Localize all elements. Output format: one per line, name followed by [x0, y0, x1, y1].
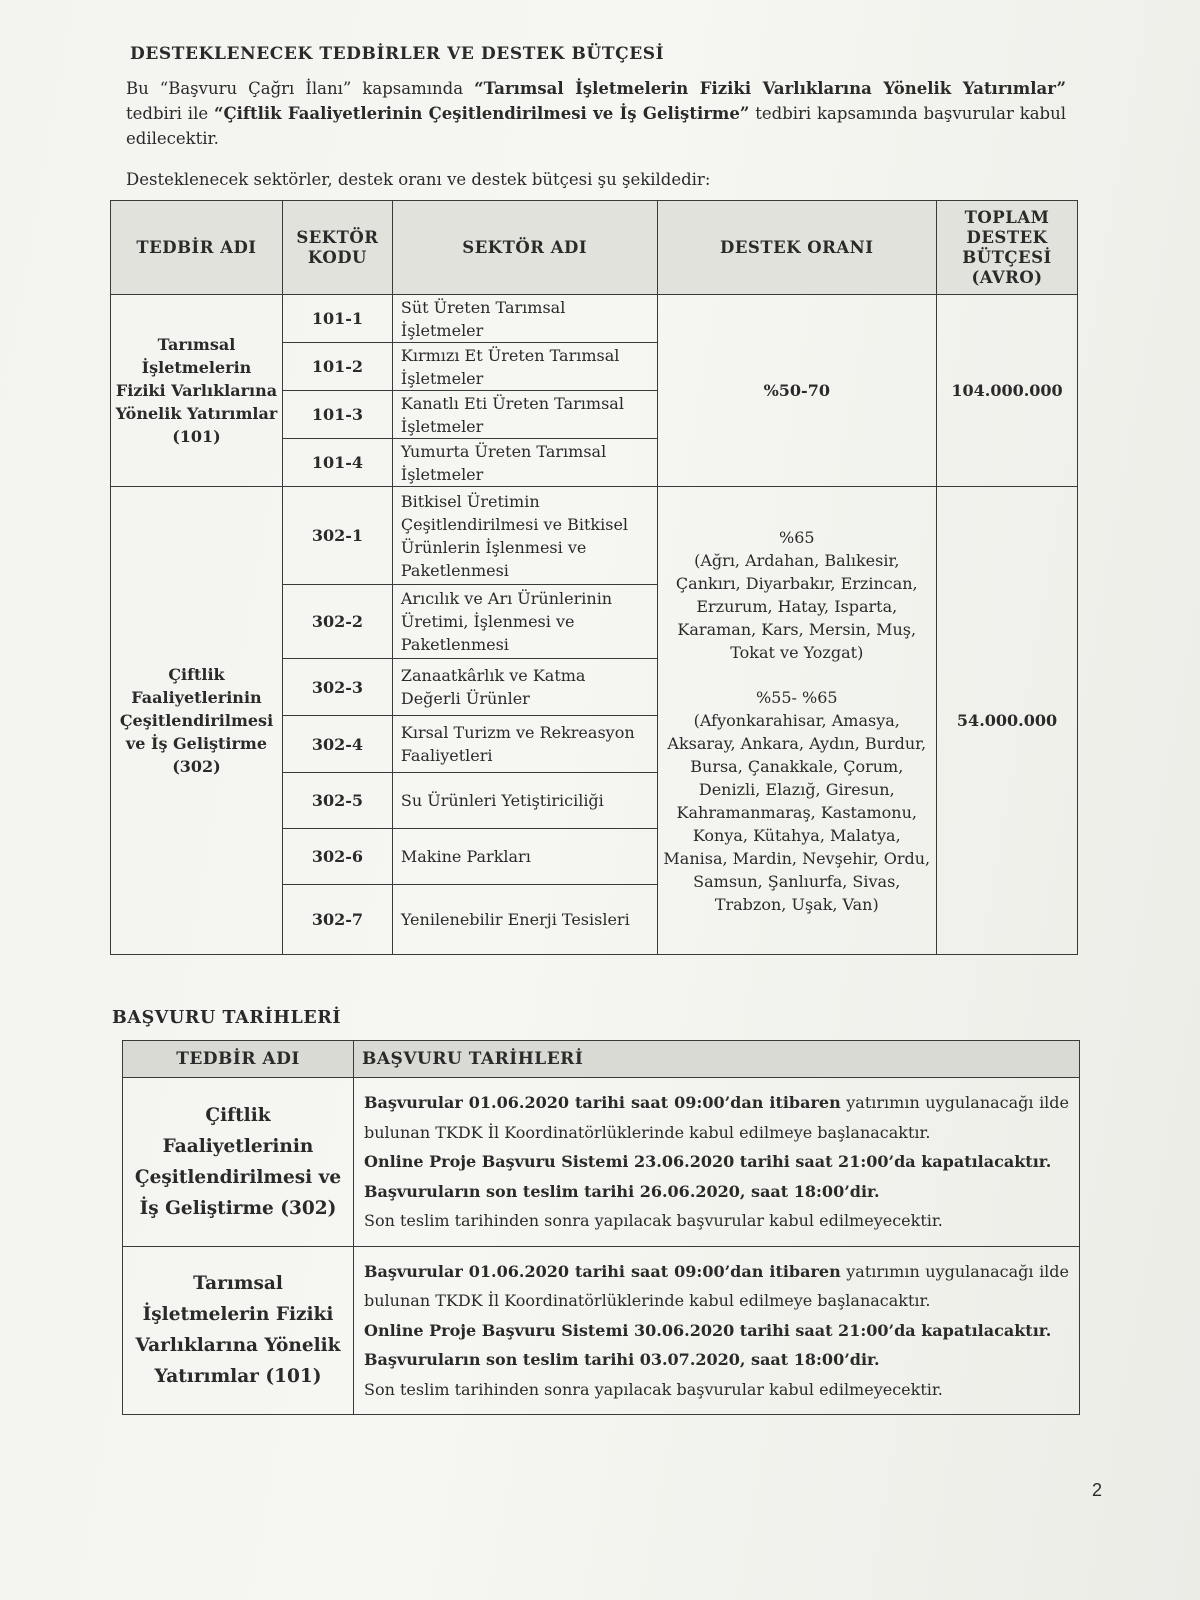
table-header-row — [111, 201, 1078, 295]
table-row — [123, 1246, 1080, 1415]
sector-name: Kırmızı Et Üreten Tarımsal İşletmeler — [392, 343, 657, 391]
sector-code: 101-1 — [282, 295, 392, 343]
col-header-measure: TEDBİR ADI — [111, 201, 283, 295]
application-dates-101 — [354, 1246, 1080, 1415]
start-date-rest: yatırımın uygulanacağı ilde bulunan TKDK İl Koordinatörlüklerinde kabul edilmeye başlanacaktır. — [364, 1093, 1070, 1142]
start-date-bold: Başvurular 01.06.2020 tarihi saat 09:00’dan itibaren — [364, 1093, 841, 1112]
sector-name: Yenilenebilir Enerji Tesisleri — [392, 885, 657, 955]
col-header-sector-code: SEKTÖR KODU — [282, 201, 392, 295]
measure-cell-101: Tarımsal İşletmelerin Fiziki Varlıklarına Yönelik Yatırımlar (101) — [123, 1246, 354, 1415]
online-close-line: Online Proje Başvuru Sistemi 30.06.2020 tarihi saat 21:00’da kapatılacaktır. — [364, 1320, 1052, 1340]
intro-paragraph — [126, 76, 1066, 151]
support-budget-table — [110, 200, 1078, 955]
late-note-line: Son teslim tarihinden sonra yapılacak başvurular kabul edilmeyecektir. — [364, 1211, 943, 1230]
sector-name: Makine Parkları — [392, 829, 657, 885]
sector-code: 302-6 — [282, 829, 392, 885]
rate-65: %65 — [778, 527, 815, 547]
intro-text-1: Bu “Başvuru Çağrı İlanı” kapsamında — [126, 79, 464, 98]
intro-measure-101: “Tarımsal İşletmelerin Fiziki Varlıklarına Yönelik Yatırımlar” — [474, 79, 1066, 98]
sector-name: Yumurta Üreten Tarımsal İşletmeler — [392, 439, 657, 487]
budget-101: 104.000.000 — [937, 295, 1078, 487]
page-heading: DESTEKLENECEK TEDBİRLER VE DESTEK BÜTÇESİ — [130, 44, 665, 64]
start-date-line — [364, 1257, 1069, 1316]
col-header-support-rate: DESTEK ORANI — [657, 201, 937, 295]
sector-code: 302-5 — [282, 773, 392, 829]
sector-name: Kanatlı Eti Üreten Tarımsal İşletmeler — [392, 391, 657, 439]
deadline-line: Başvuruların son teslim tarihi 26.06.2020, saat 18:00’dir. — [364, 1181, 880, 1201]
start-date-rest: yatırımın uygulanacağı ilde bulunan TKDK İl Koordinatörlüklerinde kabul edilmeye başlanacaktır. — [364, 1261, 1070, 1310]
sector-code: 302-3 — [282, 659, 392, 716]
intro-measure-302: “Çiftlik Faaliyetlerinin Çeşitlendirilmesi ve İş Geliştirme” — [213, 104, 750, 123]
rate-65-provinces: (Ağrı, Ardahan, Balıkesir, Çankırı, Diyarbakır, Erzincan, Erzurum, Hatay, Isparta, Karaman, Kars, Mersin, Muş, Tokat ve Yozgat) — [675, 550, 918, 662]
col-header-total-budget: TOPLAM DESTEK BÜTÇESİ (AVRO) — [937, 201, 1078, 295]
late-note-line: Son teslim tarihinden sonra yapılacak başvurular kabul edilmeyecektir. — [364, 1379, 943, 1399]
col-header-application-dates: BAŞVURU TARİHLERİ — [354, 1041, 1080, 1078]
intro-text-3: tedbiri kapsamında başvurular kabul edilecektir. — [126, 104, 1067, 148]
col-header-measure: TEDBİR ADI — [123, 1041, 354, 1078]
col-header-sector-name: SEKTÖR ADI — [392, 201, 657, 295]
sector-code: 101-4 — [282, 439, 392, 487]
rate-55-65-provinces: (Afyonkarahisar, Amasya, Aksaray, Ankara, Aydın, Burdur, Bursa, Çanakkale, Çorum, Denizli, Elazığ, Giresun, Kahramanmaraş, Kastamonu, Konya, Kütahya, Malatya, Manisa, Mardin, Nevşehir, Ordu, Samsun, Şanlıurfa, Sivas, Trabzon, Uşak, Van) — [663, 710, 931, 914]
measure-cell-101: Tarımsal İşletmelerin Fiziki Varlıklarına Yönelik Yatırımlar (101) — [111, 295, 283, 487]
sector-code: 101-2 — [282, 343, 392, 391]
start-date-line — [364, 1088, 1069, 1147]
rate-55-65: %55- %65 — [755, 687, 838, 707]
intro-text-2: tedbiri ile — [126, 104, 209, 123]
sector-code: 101-3 — [282, 391, 392, 439]
table-intro: Desteklenecek sektörler, destek oranı ve destek bütçesi şu şekildedir: — [126, 170, 711, 189]
application-dates-302 — [354, 1078, 1080, 1247]
online-close-line: Online Proje Başvuru Sistemi 23.06.2020 tarihi saat 21:00’da kapatılacaktır. — [364, 1152, 1052, 1171]
start-date-bold: Başvurular 01.06.2020 tarihi saat 09:00’dan itibaren — [364, 1261, 841, 1281]
table-header-row — [123, 1041, 1080, 1078]
deadline-line: Başvuruların son teslim tarihi 03.07.2020, saat 18:00’dir. — [364, 1350, 880, 1369]
sector-code: 302-2 — [282, 585, 392, 659]
sector-name: Su Ürünleri Yetiştiriciliği — [392, 773, 657, 829]
section-title-application-dates: BAŞVURU TARİHLERİ — [112, 1008, 342, 1028]
table-row — [111, 487, 1078, 585]
sector-name: Zanaatkârlık ve Katma Değerli Ürünler — [392, 659, 657, 716]
sector-name: Süt Üreten Tarımsal İşletmeler — [392, 295, 657, 343]
table-row — [123, 1078, 1080, 1247]
sector-code: 302-1 — [282, 487, 392, 585]
sector-code: 302-7 — [282, 885, 392, 955]
sector-code: 302-4 — [282, 716, 392, 773]
budget-302: 54.000.000 — [937, 487, 1078, 955]
measure-cell-302: Çiftlik Faaliyetlerinin Çeşitlendirilmesi ve İş Geliştirme (302) — [111, 487, 283, 955]
sector-name: Arıcılık ve Arı Ürünlerinin Üretimi, İşlenmesi ve Paketlenmesi — [392, 585, 657, 659]
measure-cell-302: Çiftlik Faaliyetlerinin Çeşitlendirilmesi ve İş Geliştirme (302) — [123, 1078, 354, 1247]
support-rate-101: %50-70 — [657, 295, 937, 487]
sector-name: Bitkisel Üretimin Çeşitlendirilmesi ve Bitkisel Ürünlerin İşlenmesi ve Paketlenmesi — [392, 487, 657, 585]
application-dates-table — [122, 1040, 1080, 1415]
page-number: 2 — [1092, 1480, 1103, 1500]
sector-name: Kırsal Turizm ve Rekreasyon Faaliyetleri — [392, 716, 657, 773]
table-row — [111, 295, 1078, 343]
support-rate-302 — [657, 487, 937, 955]
